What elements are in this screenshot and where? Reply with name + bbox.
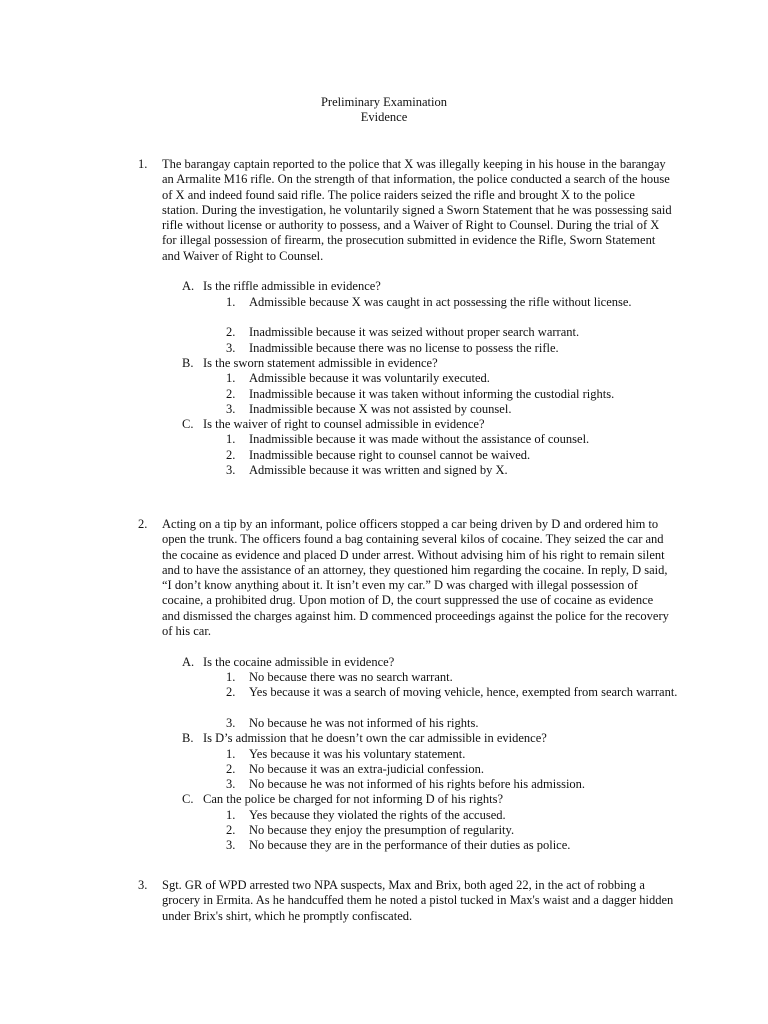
option-text: Inadmissible because X was not assisted by counsel.: [249, 401, 512, 416]
exam-title: Preliminary Examination: [320, 95, 447, 109]
question-number: 1.: [138, 157, 148, 171]
option-number: 2.: [226, 823, 236, 837]
option-text: Yes because it was his voluntary statement.: [249, 746, 466, 761]
option-text: No because they enjoy the presumption of regularity.: [249, 823, 515, 837]
option-number: 3.: [226, 401, 236, 416]
sub-question-text: Is the sworn statement admissible in evidence?: [203, 355, 438, 370]
sub-question-letter: B.: [182, 355, 194, 370]
question-number: 3.: [138, 878, 148, 892]
option-text: Inadmissible because it was seized without proper search warrant.: [249, 325, 580, 340]
option-number: 3.: [226, 715, 236, 730]
option-text: No because he was not informed of his rights.: [249, 715, 479, 730]
sub-question-letter: C.: [182, 792, 194, 807]
document-title: [0, 95, 768, 126]
option-text: Inadmissible because it was made without the assistance of counsel.: [249, 432, 590, 447]
option-text: Admissible because it was voluntarily executed.: [249, 371, 490, 386]
sub-question-letter: A.: [182, 654, 195, 669]
option-number: 1.: [226, 294, 236, 309]
option-number: 2.: [226, 325, 236, 340]
option-number: 3.: [226, 340, 236, 355]
option-number: 2.: [226, 761, 236, 776]
question-text: Sgt. GR of WPD arrested two NPA suspects, Max and Brix, both aged 22, in the act of robbing a grocery in Ermita. As he handcuffed them he noted a pistol tucked in Max's waist and a dagger hidden under Brix's shirt, which he promptly confiscated.: [162, 878, 674, 923]
sub-question-letter: A.: [182, 279, 195, 294]
question-text: Acting on a tip by an informant, police officers stopped a car being driven by D and ordered him to open the trunk. The officers found a bag containing several kilos of cocaine. They seized the car and the cocaine as evidence and placed D under arrest. Without advising him of his right to remain silent and to have the assistance of an attorney, they questioned him regarding the cocaine. In reply, D said, “I don’t know anything about it. It isn’t even my car.” D was charged with illegal possession of cocaine, a prohibited drug. Upon motion of D, the court suppressed the use of cocaine as evidence and dismissed the charges against him. D commenced proceedings against the police for the recovery of his car.: [162, 517, 669, 639]
option-text: Inadmissible because it was taken without informing the custodial rights.: [249, 386, 615, 401]
option-text: Inadmissible because there was no license to possess the rifle.: [249, 340, 559, 355]
option-text: No because there was no search warrant.: [249, 670, 453, 684]
option-number: 3.: [226, 777, 236, 792]
option-text: No because he was not informed of his rights before his admission.: [249, 777, 586, 792]
option-number: 2.: [226, 386, 236, 401]
sub-question-letter: C.: [182, 417, 194, 432]
option-number: 2.: [226, 685, 236, 700]
sub-question-text: Is the cocaine admissible in evidence?: [203, 654, 395, 669]
option-number: 1.: [226, 746, 236, 761]
option-number: 3.: [226, 838, 236, 853]
option-text: No because they are in the performance of their duties as police.: [249, 838, 571, 853]
option-number: 1.: [226, 371, 236, 386]
sub-question-letter: B.: [182, 731, 194, 746]
question-text: The barangay captain reported to the police that X was illegally keeping in his house in the barangay an Armalite M16 rifle. On the strength of that information, the police conducted a search of the house of X and indeed found said rifle. The police raiders seized the rifle and brought X to the police station. During the investigation, he voluntarily signed a Sworn Statement that he was possessing said rifle without license or authority to possess, and a Waiver of Right to Counsel. During the trial of X for illegal possession of firearm, the prosecution submitted in evidence the Rifle, Sworn Statement and Waiver of Right to Counsel.: [162, 157, 672, 263]
option-text: Yes because it was a search of moving vehicle, hence, exempted from search warrant.: [249, 685, 678, 700]
option-number: 1.: [226, 670, 236, 684]
option-number: 1.: [226, 807, 236, 822]
option-text: Admissible because X was caught in act possessing the rifle without license.: [249, 294, 632, 309]
option-text: Inadmissible because right to counsel cannot be waived.: [249, 447, 531, 462]
option-text: Admissible because it was written and signed by X.: [249, 463, 508, 477]
sub-question-text: Is the waiver of right to counsel admissible in evidence?: [203, 417, 485, 432]
option-text: Yes because they violated the rights of the accused.: [249, 807, 506, 822]
option-text: No because it was an extra-judicial confession.: [249, 761, 484, 776]
option-number: 2.: [226, 447, 236, 462]
question-number: 2.: [138, 517, 148, 531]
exam-subject: Evidence: [360, 110, 408, 125]
option-number: 1.: [226, 432, 236, 447]
option-number: 3.: [226, 463, 236, 477]
sub-question-text: Is D’s admission that he doesn’t own the car admissible in evidence?: [203, 731, 547, 746]
sub-question-text: Can the police be charged for not informing D of his rights?: [203, 792, 504, 807]
sub-question-text: Is the riffle admissible in evidence?: [203, 279, 381, 294]
